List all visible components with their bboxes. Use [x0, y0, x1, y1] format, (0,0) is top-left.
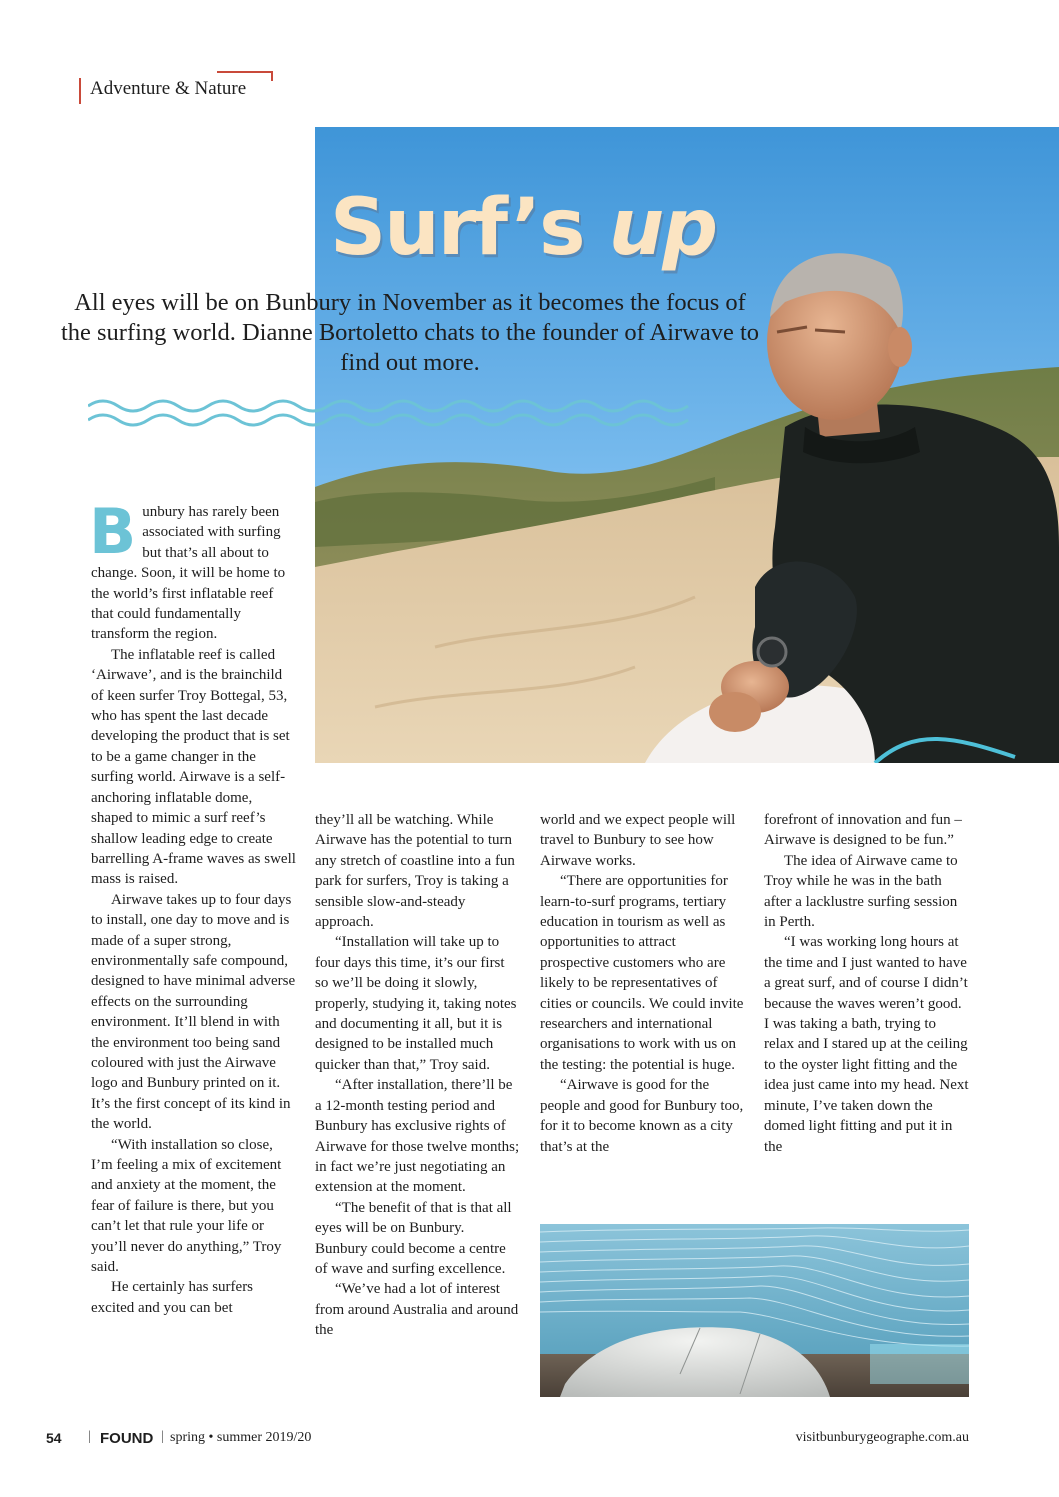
body-paragraph: The idea of Airwave came to Troy while he was in the bath after a lacklustre surfing session in Perth.: [764, 852, 958, 931]
body-paragraph: “With installation so close, I’m feeling a mix of excitement and anxiety at the moment, the fear of failure is there, but you can’t let that rule your life or you’ll never do anything,” Troy said.: [91, 1136, 282, 1276]
body-paragraph: The inflatable reef is called ‘Airwave’, and is the brainchild of keen surfer Troy Bottegal, 53, who has spent the last decade developing the product that is set to be a game changer in the surfing world. Airwave is a self-anchoring inflatable dome, shaped to mimic a surf reef’s shallow leading edge to create barrelling A-frame waves as swell mass is raised.: [91, 646, 296, 888]
airwave-render-image: [540, 1224, 969, 1397]
body-paragraph: “Installation will take up to four days this time, it’s our first so we’ll be doing it slowly, properly, studying it, taking notes and documenting it all, but it is designed to be installed much quicker than that,” Troy said.: [315, 934, 517, 1073]
headline-part2: up: [608, 183, 717, 273]
body-paragraph: “There are opportunities for learn-to-surf programs, tertiary education in tourism as well as opportunities to attract prospective customers who are likely to be representatives of cities or councils. We could invite researchers and international organisations to work with us on the testing: the potential is huge.: [540, 873, 744, 1073]
standfirst: All eyes will be on Bunbury in November as it becomes the focus of the surfing world. Dianne Bortoletto chats to the founder of Airwave to find out more.: [60, 289, 760, 376]
drop-cap: B: [89, 495, 137, 568]
body-column-1: [89, 495, 296, 1318]
body-paragraph: He certainly has surfers excited and you can bet: [91, 1279, 254, 1316]
wave-divider-icon: [88, 396, 708, 430]
body-paragraph: “The benefit of that is that all eyes will be on Bunbury. Bunbury could become a centre of wave and surfing excellence.: [315, 1199, 512, 1277]
section-rule-left: [79, 78, 81, 104]
section-label: [79, 64, 279, 106]
body-paragraph: world and we expect people will travel to Bunbury to see how Airwave works.: [540, 812, 736, 869]
footer-divider: |: [88, 1429, 91, 1444]
body-column-3: [540, 810, 745, 1157]
magazine-name: FOUND: [100, 1430, 154, 1447]
section-rule-top: [217, 71, 272, 73]
body-paragraph: forefront of innovation and fun – Airwave is designed to be fun.”: [764, 812, 962, 849]
website-url: visitbunburygeographe.com.au: [795, 1430, 969, 1445]
section-label-text: Adventure & Nature: [90, 78, 247, 99]
body-paragraph: [89, 495, 296, 645]
section-rule-tick: [271, 71, 273, 81]
airwave-render-illustration: [540, 1224, 969, 1397]
issue-label: spring • summer 2019/20: [170, 1430, 312, 1445]
footer-divider: |: [161, 1429, 164, 1444]
body-column-2: [315, 810, 520, 1341]
body-paragraph: “After installation, there’ll be a 12-month testing period and Bunbury has exclusive rights of Airwave for those twelve months; in fact we’re just negotiating an extension at the moment.: [315, 1077, 520, 1196]
body-column-4: [764, 810, 969, 1157]
headline-part1: Surf’s: [330, 183, 584, 273]
body-paragraph: “Airwave is good for the people and good for Bunbury too, for it to become known as a city that’s at the: [540, 1077, 744, 1155]
body-paragraph: they’ll all be watching. While Airwave has the potential to turn any stretch of coastline into a fun park for surfers, Troy is taking a sensible slow-and-steady approach.: [315, 812, 515, 931]
body-paragraph: “We’ve had a lot of interest from around Australia and around the: [315, 1281, 519, 1339]
body-paragraph: “I was working long hours at the time and I just wanted to have a great surf, and of course I didn’t because the waves weren’t good. I was taking a bath, trying to relax and I stared up at the ceiling to the oyster light fitting and the idea just came into my head. Next minute, I’ve taken down the domed light fitting and put it in the: [764, 934, 969, 1155]
body-paragraph-text: unbury has rarely been associated with surfing but that’s all about to change. Soon, it will be home to the world’s first inflatable reef that could fundamentally transform the region.: [91, 504, 286, 643]
headline: [330, 183, 716, 273]
page-number: 54: [46, 1430, 62, 1446]
page-footer: [0, 1430, 1059, 1454]
body-paragraph: Airwave takes up to four days to install, one day to move and is made of a super strong, environmentally safe compound, designed to have minimal adverse effects on the surrounding environment. It’ll blend in with the environment too being sand coloured with just the Airwave logo and Bunbury printed on it. It’s the first concept of its kind in the world.: [91, 891, 296, 1133]
